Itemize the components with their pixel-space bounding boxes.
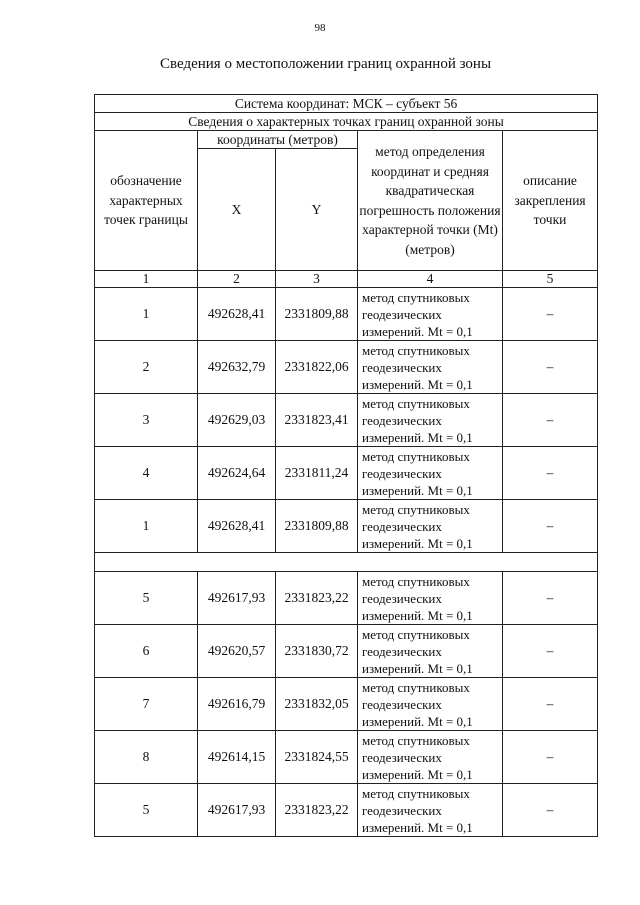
method-cell: метод спутниковых геодезических измерений. Mt = 0,1	[358, 678, 503, 731]
header-point: обозначение характерных точек границы	[95, 131, 198, 271]
y-coordinate-cell: 2331809,88	[276, 500, 358, 553]
description-cell: –	[503, 784, 598, 837]
description-cell: –	[503, 394, 598, 447]
description-cell: –	[503, 288, 598, 341]
point-cell: 2	[95, 341, 198, 394]
description-cell: –	[503, 447, 598, 500]
x-coordinate-cell: 492628,41	[198, 500, 276, 553]
y-coordinate-cell: 2331823,41	[276, 394, 358, 447]
method-cell: метод спутниковых геодезических измерений. Mt = 0,1	[358, 625, 503, 678]
description-cell: –	[503, 731, 598, 784]
y-coordinate-cell: 2331830,72	[276, 625, 358, 678]
header-x: X	[198, 149, 276, 271]
col-number: 1	[95, 271, 198, 288]
col-number: 4	[358, 271, 503, 288]
y-coordinate-cell: 2331822,06	[276, 341, 358, 394]
point-cell: 7	[95, 678, 198, 731]
description-cell: –	[503, 678, 598, 731]
method-cell: метод спутниковых геодезических измерений. Mt = 0,1	[358, 394, 503, 447]
y-coordinate-cell: 2331832,05	[276, 678, 358, 731]
method-cell: метод спутниковых геодезических измерений. Mt = 0,1	[358, 500, 503, 553]
description-cell: –	[503, 572, 598, 625]
point-cell: 5	[95, 784, 198, 837]
point-cell: 6	[95, 625, 198, 678]
description-cell: –	[503, 625, 598, 678]
x-coordinate-cell: 492614,15	[198, 731, 276, 784]
x-coordinate-cell: 492616,79	[198, 678, 276, 731]
point-cell: 1	[95, 500, 198, 553]
x-coordinate-cell: 492617,93	[198, 784, 276, 837]
table-row	[95, 288, 598, 341]
table-row	[95, 572, 598, 625]
point-cell: 4	[95, 447, 198, 500]
boundary-points-table	[94, 94, 598, 837]
point-cell: 8	[95, 731, 198, 784]
x-coordinate-cell: 492624,64	[198, 447, 276, 500]
y-coordinate-cell: 2331809,88	[276, 288, 358, 341]
point-cell: 1	[95, 288, 198, 341]
col-number: 2	[198, 271, 276, 288]
x-coordinate-cell: 492632,79	[198, 341, 276, 394]
x-coordinate-cell: 492629,03	[198, 394, 276, 447]
table-row	[95, 500, 598, 553]
method-cell: метод спутниковых геодезических измерений. Mt = 0,1	[358, 447, 503, 500]
method-cell: метод спутниковых геодезических измерений. Mt = 0,1	[358, 731, 503, 784]
method-cell: метод спутниковых геодезических измерений. Mt = 0,1	[358, 341, 503, 394]
col-number: 5	[503, 271, 598, 288]
table-row	[95, 731, 598, 784]
group-separator-cell	[95, 553, 598, 572]
header-method: метод определения координат и средняя квадратическая погрешность положения характерной точки (Mt) (метров)	[358, 131, 503, 271]
table-row	[95, 394, 598, 447]
document-title: Сведения о местоположении границ охранной зоны	[160, 56, 492, 72]
x-coordinate-cell: 492628,41	[198, 288, 276, 341]
description-cell: –	[503, 341, 598, 394]
header-y: Y	[276, 149, 358, 271]
table-row	[95, 678, 598, 731]
table-row	[95, 447, 598, 500]
y-coordinate-cell: 2331823,22	[276, 572, 358, 625]
y-coordinate-cell: 2331823,22	[276, 784, 358, 837]
table-row	[95, 341, 598, 394]
group-separator-row	[95, 553, 598, 572]
x-coordinate-cell: 492620,57	[198, 625, 276, 678]
y-coordinate-cell: 2331824,55	[276, 731, 358, 784]
method-cell: метод спутниковых геодезических измерений. Mt = 0,1	[358, 572, 503, 625]
coordinate-system-header: Система координат: МСК – субъект 56	[95, 95, 598, 113]
x-coordinate-cell: 492617,93	[198, 572, 276, 625]
method-cell: метод спутниковых геодезических измерений. Mt = 0,1	[358, 288, 503, 341]
method-cell: метод спутниковых геодезических измерений. Mt = 0,1	[358, 784, 503, 837]
section-header: Сведения о характерных точках границ охранной зоны	[95, 113, 598, 131]
point-cell: 3	[95, 394, 198, 447]
description-cell: –	[503, 500, 598, 553]
col-number: 3	[276, 271, 358, 288]
table-row	[95, 625, 598, 678]
page-number: 98	[314, 22, 326, 34]
point-cell: 5	[95, 572, 198, 625]
header-coords: координаты (метров)	[198, 131, 358, 149]
table-row	[95, 784, 598, 837]
header-description: описание закрепления точки	[503, 131, 598, 271]
y-coordinate-cell: 2331811,24	[276, 447, 358, 500]
